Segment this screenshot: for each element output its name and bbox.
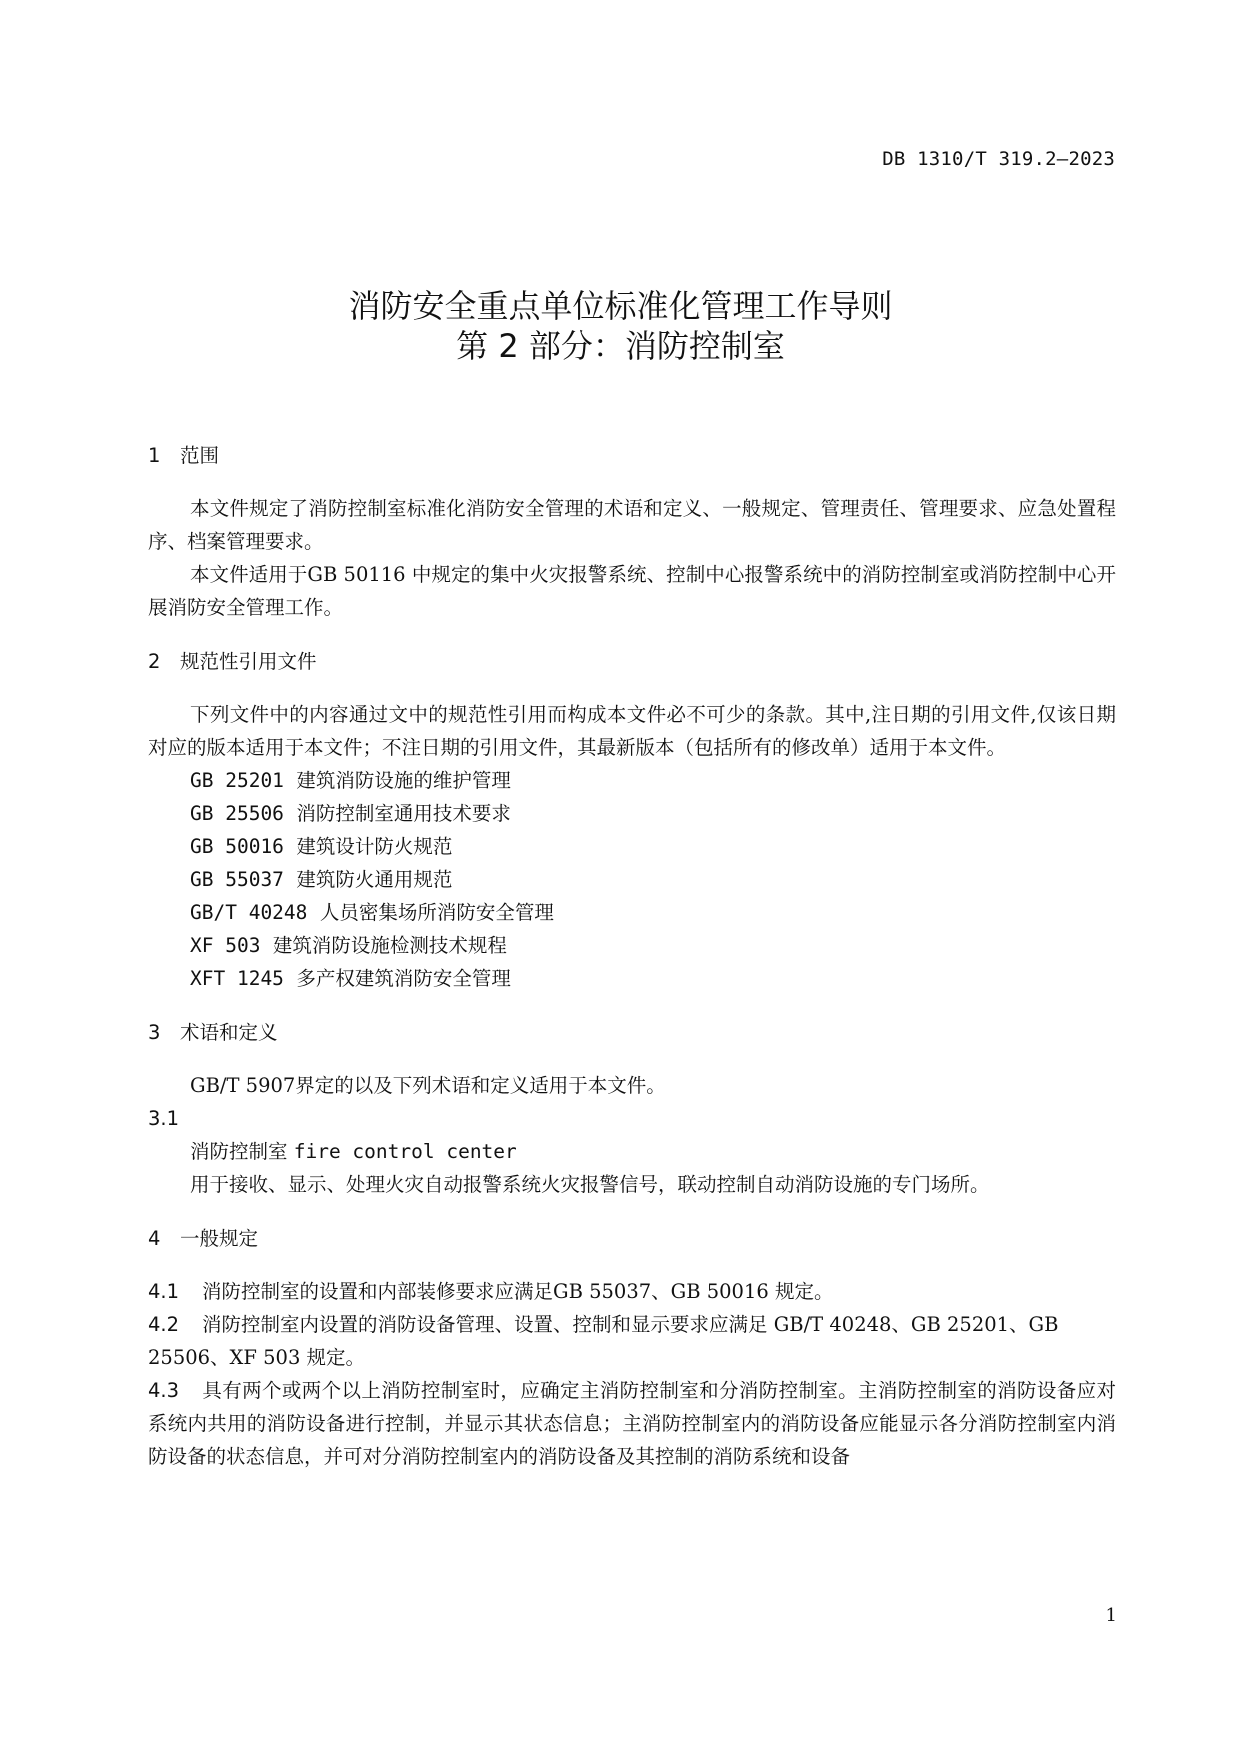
section-4-heading [148, 1223, 1116, 1255]
paragraph: 下列文件中的内容通过文中的规范性引用而构成本文件必不可少的条款。其中,注日期的引用文件,仅该日期对应的版本适用于本文件；不注日期的引用文件，其最新版本（包括所有的修改单）适用于本文件。 [148, 703, 1116, 759]
reference-name: 消防控制室通用技术要求 [296, 802, 511, 825]
paragraph: 本文件适用于GB 50116 中规定的集中火灾报警系统、控制中心报警系统中的消防控制室或消防控制中心开展消防安全管理工作。 [148, 563, 1116, 619]
term-heading [148, 1135, 1116, 1168]
reference-item [148, 929, 1116, 962]
section-title: 术语和定义 [180, 1021, 278, 1044]
term-number: 3.1 [148, 1107, 180, 1130]
reference-item [148, 896, 1116, 929]
reference-item [148, 764, 1116, 797]
clause-number: 4.3 [148, 1379, 180, 1402]
reference-code: GB 25201 [190, 769, 284, 792]
clause [148, 1374, 1116, 1473]
reference-item [148, 830, 1116, 863]
page-number: 1 [1105, 1605, 1117, 1626]
title-line-1: 消防安全重点单位标准化管理工作导则 [348, 287, 893, 325]
section-number: 2 [148, 650, 161, 673]
clause [148, 1308, 1116, 1374]
reference-name: 多产权建筑消防安全管理 [296, 967, 511, 990]
reference-code: GB 55037 [190, 868, 284, 891]
reference-code: GB 50016 [190, 835, 284, 858]
reference-name: 建筑消防设施检测技术规程 [272, 934, 507, 957]
reference-code: GB/T 40248 [190, 901, 308, 924]
document-title [0, 286, 1241, 366]
section-title: 规范性引用文件 [180, 650, 317, 673]
paragraph: 本文件规定了消防控制室标准化消防安全管理的术语和定义、一般规定、管理责任、管理要求、应急处置程序、档案管理要求。 [148, 497, 1116, 553]
reference-item [148, 962, 1116, 995]
reference-name: 人员密集场所消防安全管理 [319, 901, 554, 924]
paragraph: GB/T 5907界定的以及下列术语和定义适用于本文件。 [190, 1074, 666, 1097]
reference-code: XF 503 [190, 934, 261, 957]
section-1-heading [148, 440, 1116, 472]
section-number: 4 [148, 1227, 161, 1250]
document-body [148, 440, 1116, 1473]
term-english: fire control center [293, 1140, 517, 1163]
reference-item [148, 797, 1116, 830]
clause-text: 消防控制室的设置和内部装修要求应满足GB 55037、GB 50016 规定。 [202, 1280, 834, 1303]
reference-code: XFT 1245 [190, 967, 284, 990]
clause [148, 1275, 1116, 1308]
term-definition: 用于接收、显示、处理火灾自动报警系统火灾报警信号，联动控制自动消防设施的专门场所。 [190, 1173, 990, 1196]
section-3-heading [148, 1017, 1116, 1049]
reference-list [148, 764, 1116, 995]
section-2-heading [148, 646, 1116, 678]
clause-number: 4.2 [148, 1313, 180, 1336]
reference-name: 建筑消防设施的维护管理 [296, 769, 511, 792]
reference-name: 建筑设计防火规范 [296, 835, 453, 858]
term-chinese: 消防控制室 [190, 1140, 288, 1163]
section-number: 1 [148, 444, 161, 467]
clause-number: 4.1 [148, 1280, 180, 1303]
section-title: 一般规定 [180, 1227, 259, 1250]
section-title: 范围 [180, 444, 220, 467]
reference-code: GB 25506 [190, 802, 284, 825]
reference-item [148, 863, 1116, 896]
section-number: 3 [148, 1021, 161, 1044]
clause-text: 消防控制室内设置的消防设备管理、设置、控制和显示要求应满足 GB/T 40248、GB 25201、GB 25506、XF 503 规定。 [148, 1313, 1059, 1369]
clause-text: 具有两个或两个以上消防控制室时，应确定主消防控制室和分消防控制室。主消防控制室的消防设备应对系统内共用的消防设备进行控制，并显示其状态信息；主消防控制室内的消防设备应能显示各分消防控制室内消防设备的状态信息，并可对分消防控制室内的消防设备及其控制的消防系统和设备 [148, 1379, 1116, 1468]
standard-number: DB 1310/T 319.2—2023 [882, 148, 1115, 170]
title-line-2: 第 2 部分：消防控制室 [456, 327, 785, 365]
reference-name: 建筑防火通用规范 [296, 868, 453, 891]
